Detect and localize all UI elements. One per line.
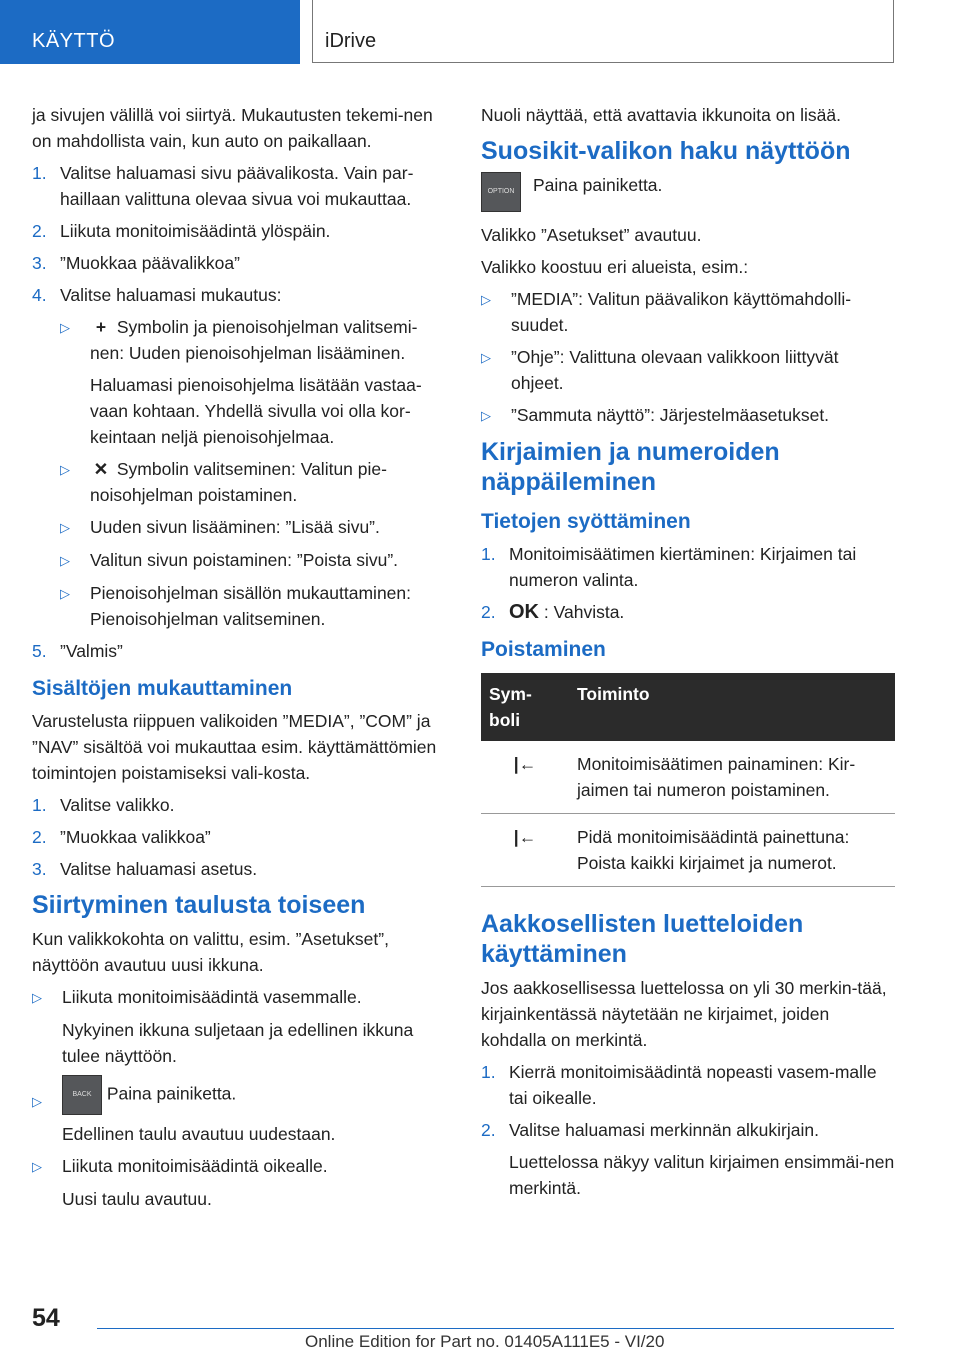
table-header-symbol: Sym-boli: [481, 673, 569, 741]
list-item: 1. Monitoimisäätimen kiertäminen: Kirjaimen tai numeron valinta.: [481, 544, 857, 590]
list-item: 2. OK : Vahvista.: [481, 601, 625, 623]
delete-table: [481, 673, 895, 887]
list-item: 4. Valitse haluamasi mukautus:: [32, 285, 282, 305]
footer-divider: [97, 1328, 894, 1329]
triangle-bullet-icon: ▷: [60, 586, 70, 601]
close-icon: ✕: [93, 459, 109, 479]
list-item: 3. Valitse haluamasi asetus.: [32, 859, 258, 879]
list-item: 1. Kierrä monitoimisäädintä nopeasti vasem-malle tai oikealle.: [481, 1062, 877, 1108]
triangle-bullet-icon: ▷: [60, 320, 70, 335]
heading-alpha: Aakkosellisten luetteloiden käyttäminen: [481, 910, 804, 968]
triangle-bullet-icon: ▷: [60, 462, 70, 477]
bullet-item: ▷ ✕ Symbolin valitseminen: Valitun pie-noisohjelman poistaminen.: [60, 456, 450, 508]
header-topic: iDrive: [325, 30, 377, 52]
bullet-item: ▷ ”MEDIA”: Valitun päävalikon käyttömahdolli-suudet.: [481, 286, 895, 338]
heading-move: Siirtyminen taulusta toiseen: [32, 891, 366, 919]
heading-delete: Poistaminen: [481, 638, 606, 661]
footer-edition: Online Edition for Part no. 01405A111E5 - VI/20: [305, 1332, 665, 1351]
bullet-item: ▷ + Symbolin ja pienoisohjelman valitsemi-nen: Uuden pienoisohjelman lisääminen.: [60, 314, 450, 366]
triangle-bullet-icon: ▷: [481, 350, 491, 365]
delete-icon: |←: [481, 814, 569, 887]
left-column: ja sivujen välillä voi siirtyä. Mukautusten tekemi-nen on mahdollista vain, kun auto on paikallaan. 1. Valitse haluamasi sivu päävalikosta. Vain par-haillaan valittuna olevaa sivua voi mukauttaa. 2. Liikuta monitoimisäädintä ylöspäin. 3. ”Muokkaa päävalikkoa” 4. Valitse haluamasi mukautus: ▷ + Symbolin ja pienoisohjelman valitsemi-nen: Uuden pienoisohjelman lisääminen. Haluamasi pienoisohjelma lisätään vastaa-vaan kohtaan. Yhdellä sivulla voi olla kor-keintaan neljä pienoisohjelmaa. ▷ ✕ Symbolin valitseminen: Valitun pie-noisohjelman poistaminen. ▷ Uuden sivun lisääminen: ”Lisää sivu”. ▷ Valitun sivun poistaminen: ”Poista sivu”. ▷ Pienoisohjelman sisällön mukauttaminen: Pienoisohjelman valitseminen. 5. ”Valmis” Sisältöjen mukauttaminen Varustelusta riippuen valikoiden ”MEDIA”, ”COM” ja ”NAV” sisältöä voi mukauttaa esim. käyttämättömien toimintojen poistamiseksi vali-kosta. 1. Valitse valikko. 2. ”Muokkaa valikkoa” 3. Valitse haluamasi asetus. Siirtyminen taulusta toiseen Kun valikkokohta on valittu, esim. ”Asetukset”, näyttöön avautuu uusi ikkuna. ▷ Liikuta monitoimisäädintä vasemmalle. Nykyinen ikkuna suljetaan ja edellinen ikkuna tulee näyttöön. ▷ BACK Paina painiketta. Edellinen taulu avautuu uudestaan. ▷ Liikuta monitoimisäädintä oikealle. Uusi taulu avautuu.: [32, 102, 450, 1218]
triangle-bullet-icon: ▷: [60, 553, 70, 568]
intro-text: ja sivujen välillä voi siirtyä. Mukautusten tekemi-nen on mahdollista vain, kun auto on paikallaan.: [32, 105, 433, 151]
header-section-tab: [0, 0, 300, 64]
list-item: 3. ”Muokkaa päävalikkoa”: [32, 253, 240, 273]
delete-icon: |←: [481, 741, 569, 814]
option-row: OPTION Paina painiketta.: [481, 172, 895, 212]
bullet-item: ▷ Uuden sivun lisääminen: ”Lisää sivu”.: [60, 514, 450, 541]
plus-icon: +: [95, 317, 107, 337]
option-button-icon: OPTION: [481, 172, 521, 212]
right-column: Nuoli näyttää, että avattavia ikkunoita on lisää. Suosikit-valikon haku näyttöön OPTION Paina painiketta. Valikko ”Asetukset” avautuu. Valikko koostuu eri alueista, esim.: ▷ ”MEDIA”: Valitun päävalikon käyttömahdolli-suudet. ▷ ”Ohje”: Valittuna olevaan valikkoon liittyvät ohjeet. ▷ ”Sammuta näyttö”: Järjestelmäasetukset. Kirjaimien ja numeroiden näppäileminen Tietojen syöttäminen 1. Monitoimisäätimen kiertäminen: Kirjaimen tai numeron valinta. 2. OK : Vahvista. Poistaminen Sym-boli Toiminto |← Monitoimisäätimen painaminen: Kir-jaimen tai numeron poistaminen. |← Pidä monitoimisäädintä painettuna: Poista kaikki kirjaimet ja numerot. Aakkosellisten luetteloiden käyttäminen Jos aakkosellisessa luettelossa on yli 30 merkin-tää, kirjainkentässä näytetään ne kirjaimet, joiden kohdalla on merkintä. 1. Kierrä monitoimisäädintä nopeasti vasem-malle tai oikealle. 2. Valitse haluamasi merkinnän alkukirjain. Luettelossa näkyy valitun kirjaimen ensimmäi-nen merkintä.: [481, 102, 895, 1207]
back-button-icon: BACK: [62, 1075, 102, 1115]
bullet-item: ▷ ”Ohje”: Valittuna olevaan valikkoon liittyvät ohjeet.: [481, 344, 895, 396]
table-header-function: Toiminto: [569, 673, 895, 741]
list-item: 2. ”Muokkaa valikkoa”: [32, 827, 211, 847]
move-text: Kun valikkokohta on valittu, esim. ”Asetukset”, näyttöön avautuu uusi ikkuna.: [32, 929, 389, 975]
triangle-bullet-icon: ▷: [481, 408, 491, 423]
table-row: |← Pidä monitoimisäädintä painettuna: Poista kaikki kirjaimet ja numerot.: [481, 814, 895, 887]
list-item: 1. Valitse haluamasi sivu päävalikosta. Vain par-haillaan valittuna olevaa sivua voi mukauttaa.: [32, 163, 414, 209]
bullet-item: ▷ Liikuta monitoimisäädintä vasemmalle.: [32, 984, 450, 1011]
bullet-item: ▷ Valitun sivun poistaminen: ”Poista sivu”.: [60, 547, 450, 574]
triangle-bullet-icon: ▷: [481, 292, 491, 307]
table-row: |← Monitoimisäätimen painaminen: Kir-jaimen tai numeron poistaminen.: [481, 741, 895, 814]
triangle-bullet-icon: ▷: [60, 520, 70, 535]
header-topic-tab: [312, 0, 894, 63]
list-item: 5. ”Valmis”: [32, 641, 123, 661]
list-item: 2. Valitse haluamasi merkinnän alkukirjain.: [481, 1120, 819, 1140]
bullet-item: ▷ BACK Paina painiketta.: [32, 1075, 450, 1115]
triangle-bullet-icon: ▷: [32, 990, 42, 1005]
content-text: Varustelusta riippuen valikoiden ”MEDIA”, ”COM” ja ”NAV” sisältöä voi mukauttaa esim. käyttämättömien toimintojen poistamiseksi vali-kosta.: [32, 711, 437, 783]
ok-icon: OK: [509, 601, 539, 623]
bullet-item: ▷ ”Sammuta näyttö”: Järjestelmäasetukset.: [481, 402, 895, 429]
heading-input: Tietojen syöttäminen: [481, 510, 691, 533]
arrow-text: Nuoli näyttää, että avattavia ikkunoita on lisää.: [481, 105, 841, 125]
heading-content: Sisältöjen mukauttaminen: [32, 677, 293, 700]
triangle-bullet-icon: ▷: [32, 1159, 42, 1174]
triangle-bullet-icon: ▷: [32, 1094, 42, 1109]
page-number: 54: [32, 1304, 60, 1332]
list-item: 2. Liikuta monitoimisäädintä ylöspäin.: [32, 221, 331, 241]
heading-favorites: Suosikit-valikon haku näyttöön: [481, 137, 851, 165]
bullet-item: ▷ Liikuta monitoimisäädintä oikealle.: [32, 1153, 450, 1180]
bullet-item: ▷ Pienoisohjelman sisällön mukauttaminen: Pienoisohjelman valitseminen.: [60, 580, 450, 632]
header-section: KÄYTTÖ: [32, 30, 116, 52]
heading-keys: Kirjaimien ja numeroiden näppäileminen: [481, 438, 780, 496]
list-item: 1. Valitse valikko.: [32, 795, 175, 815]
alpha-text: Jos aakkosellisessa luettelossa on yli 30 merkin-tää, kirjainkentässä näytetään ne kirjaimet, joiden kohdalla on merkintä.: [481, 978, 887, 1050]
